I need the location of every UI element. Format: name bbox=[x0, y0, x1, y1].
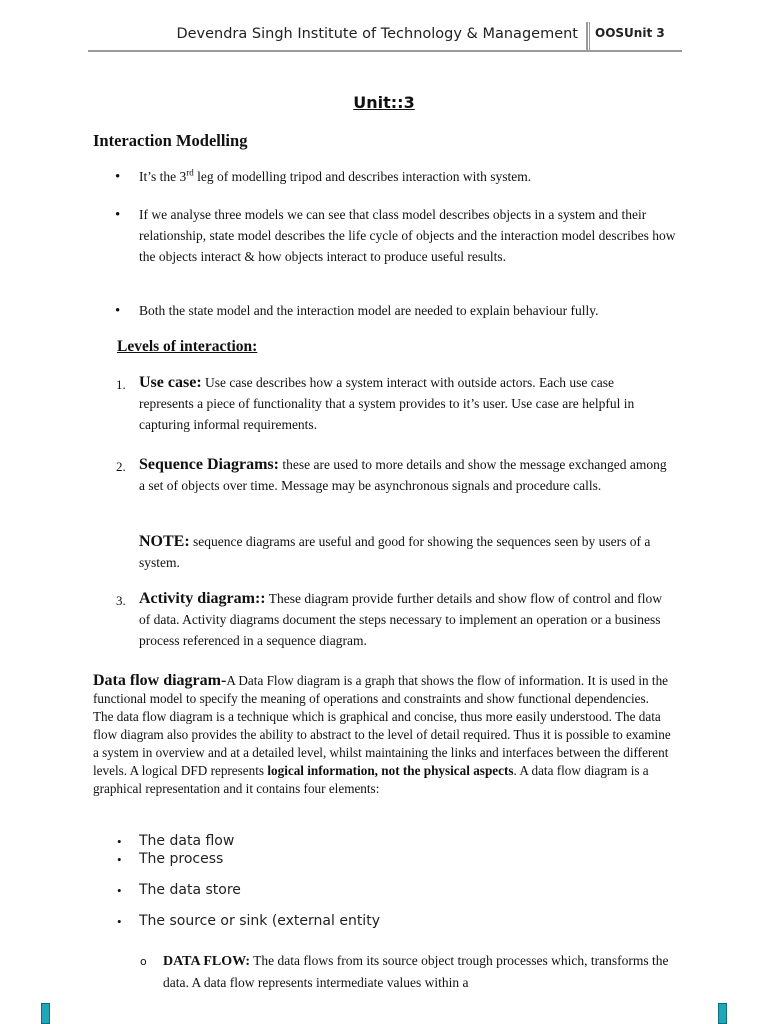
level-use-case: Use case: Use case describes how a system interact with outside actors. Each use case represents a piece of functionality that a system provides to it’s user. Use case are helpful in capturing informal requirements. bbox=[139, 374, 635, 432]
list-number: 3. bbox=[116, 593, 126, 608]
list-number: 2. bbox=[116, 459, 126, 474]
sub-bullet-marker: o bbox=[140, 955, 147, 968]
bullet-marker: • bbox=[117, 914, 122, 929]
levels-title: Levels of interaction: bbox=[117, 338, 258, 355]
list-number: 1. bbox=[116, 377, 126, 392]
data-flow-paragraph: DATA FLOW: The data flows from its source object trough processes which, transforms the data. A data flow represents intermediate values within a bbox=[163, 953, 669, 990]
bullet-item-3: Both the state model and the interaction model are needed to explain behaviour fully. bbox=[139, 303, 599, 318]
level-sequence-diagrams: Sequence Diagrams: these are used to more details and show the message exchanged among a set of objects over time. Message may be asynchronous signals and procedure calls. bbox=[139, 456, 667, 493]
element-item: The source or sink (external entity bbox=[139, 913, 380, 929]
page-header bbox=[88, 18, 682, 52]
unit-label: OOSUnit 3 bbox=[595, 26, 665, 40]
element-item: The process bbox=[139, 851, 224, 867]
level-activity-diagram: Activity diagram:: These diagram provide further details and show flow of control and flow of data. Activity diagrams document the steps necessary to implement an operation or a business process referenced in a sequence diagram. bbox=[139, 590, 663, 648]
institute-name: Devendra Singh Institute of Technology & Management bbox=[176, 26, 578, 42]
left-scroll-marker[interactable] bbox=[41, 1003, 50, 1024]
bullet-marker: • bbox=[117, 883, 122, 898]
bullet-item-2: If we analyse three models we can see that class model describes objects in a system and their relationship, state model describes the life cycle of objects and the interaction model describes how the objects interact & how objects interact to produce useful results. bbox=[139, 207, 676, 264]
bullet-marker: • bbox=[117, 834, 122, 849]
bullet-marker: • bbox=[115, 169, 121, 185]
element-item: The data flow bbox=[139, 833, 235, 849]
dfd-paragraph: Data flow diagram-A Data Flow diagram is a graph that shows the flow of information. It is used in the functional model to specify the meaning of operations and constraints and show functional dependencies. The data flow diagram is a technique which is graphical and concise, thus more easily understood. The data flow diagram also provides the ability to abstract to the level of detail required. Thus it is possible to examine a system in overview and at a detailed level, whilst maintaining the links and interfaces between the different levels. A logical DFD represents logical information, not the physical aspects. A data flow diagram is a graphical representation and it contains four elements: bbox=[93, 672, 671, 796]
note-paragraph: NOTE: sequence diagrams are useful and good for showing the sequences seen by users of a system. bbox=[139, 533, 651, 570]
header-divider bbox=[586, 22, 590, 52]
bullet-item-1: It’s the 3rd leg of modelling tripod and describes interaction with system. bbox=[139, 167, 532, 184]
section-title: Interaction Modelling bbox=[93, 131, 248, 150]
bullet-marker: • bbox=[117, 852, 122, 867]
unit-title: Unit::3 bbox=[353, 93, 415, 112]
bullet-marker: • bbox=[115, 207, 121, 223]
bullet-marker: • bbox=[115, 303, 121, 319]
element-item: The data store bbox=[139, 882, 241, 898]
right-scroll-marker[interactable] bbox=[718, 1003, 727, 1024]
